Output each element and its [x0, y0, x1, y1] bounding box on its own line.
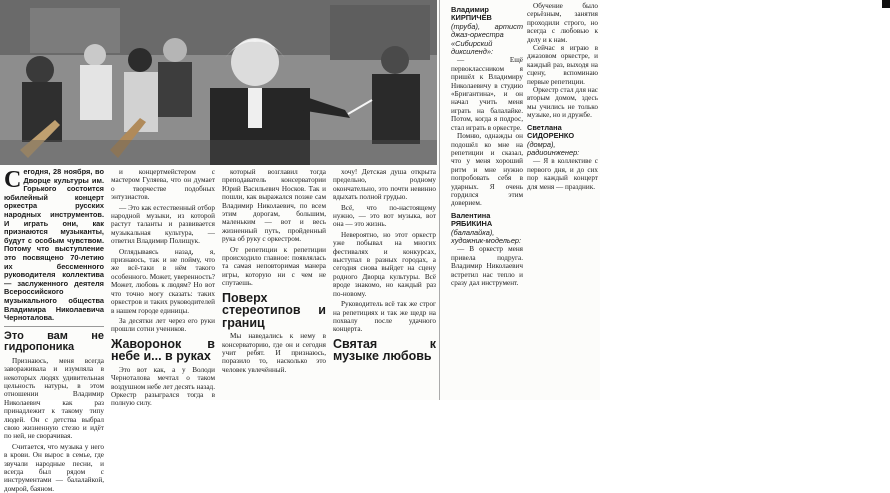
quote-paragraph: Обучение было серьёзным, занятия проходили строго, но всегда с любовью к делу и к нам.	[527, 2, 598, 44]
body-paragraph: Невероятно, но этот оркестр уже побывал на многих фестивалях и конкурсах, выступал в разных городах, а сегодня снова выйдет на сцену родного Дворца культуры. Всё вроде знакомо, но каждый раз по-новому.	[333, 230, 436, 298]
quote-author-name: Валентина РЯБИКИНА	[451, 210, 493, 229]
quote-paragraph: — Я в коллективе с первого дня, и до сих пор каждый концерт для меня — праздник.	[527, 157, 598, 191]
body-paragraph: Оглядываясь назад, я, признаюсь, так и не пойму, что же всё-таки в нём такого особенного. Может, уверенность? Может, любовь к людям? Но вот что точно могу сказать: таких оркестров и таких руководителей в нашем городе единицы.	[111, 247, 215, 315]
body-paragraph: Мы наведались к нему в консерваторию, где он и сегодня учит ребят. И признаюсь, поразило то, насколько это человек увлечённый.	[222, 332, 326, 374]
section-heading-2: Жаворонок в небе и... в руках	[111, 336, 215, 364]
quote-author-name: Владимир КИРПИЧЁВ	[451, 5, 492, 23]
body-paragraph: Считается, что музыка у него в крови. Он вырос в семье, где звучали народные песни, и всегда был рядом с инструментами — балалайкой, домрой, баяном.	[4, 442, 104, 493]
orchestra-photo	[0, 0, 437, 165]
sidebar-column-b	[527, 2, 598, 398]
quote-marker-icon	[882, 0, 890, 8]
body-paragraph: — Это как естественный отбор народной музыки, из которой растут таланты и развивается музыкальная культура, — ответил Владимир Полищук.	[111, 203, 215, 246]
quote-signature-1	[451, 6, 523, 56]
column-divider	[439, 0, 440, 400]
body-paragraph: От репетиции к репетиции происходило главное: появлялась та самая неповторимая манера игры, которую ни с чем не спутаешь.	[222, 245, 326, 288]
body-paragraph: За десятки лет через его руки прошли сотни учеников.	[111, 316, 215, 334]
section-heading-4: Святая к музыке любовь	[333, 336, 436, 364]
quote-signature-3	[527, 124, 598, 158]
body-paragraph: Признаюсь, меня всегда завораживала и изумляла в некоторых людях удивительная цельность натуры, в этом отношении Владимир Николаевич как раз принадлежит к такому типу людей. Он с детства выбрал свою жизненную стезю и идёт по ней, не сворачивая.	[4, 356, 104, 441]
body-paragraph: который возглавил тогда преподаватель консерватории Юрий Васильевич Носков. Так и пошли, как выражался позже сам Владимир Николаевич, по всем этим дорогам, большим, маленьким — вот и весь жизненный путь, пройденный рука об руку с оркестром.	[222, 168, 326, 244]
quote-paragraph: Сейчас я играю в джазовом оркестре, и каждый раз, выходя на сцену, вспоминаю первые репетиции.	[527, 44, 598, 86]
photo-illustration	[0, 0, 437, 165]
quote-paragraph: Помню, однажды он подошёл ко мне на репетиции и сказал, что у меня хороший ритм и мне нужно попробовать себя в ударных. Я очень гордился этим доверием.	[451, 132, 523, 208]
column-2	[111, 168, 215, 408]
quote-paragraph: — В оркестр меня привела подруга. Владимир Николаевич встретил нас тепло и сразу дал инструмент.	[451, 245, 523, 287]
section-heading-1: Это вам не гидропоника	[4, 329, 104, 354]
quote-paragraph: Оркестр стал для нас вторым домом, здесь мы учились не только музыке, но и дружбе.	[527, 86, 598, 120]
body-paragraph: и концертмейстером с мастером Гуляева, что он думает о творчестве подобных энтузиастов.	[111, 168, 215, 202]
quote-paragraph: — Ещё первоклассником я пришёл к Владимиру Николаевичу в студию «Бригантина», и он начал учить меня играть на балалайке. Потом, когда я подрос, стал играть в оркестре.	[451, 56, 523, 132]
body-paragraph: Руководитель всё так же строг на репетициях и так же щедр на похвалу после удачного концерта.	[333, 300, 436, 334]
quote-signature-2	[451, 212, 523, 246]
quote-author-role: (труба), артист джаз-оркестра «Сибирский диксиленд»:	[451, 21, 523, 57]
body-paragraph: Это вот как, а у Володи Черноталова мечтал о таком воздушном небе лет десять назад. Оркестр разыгрался тогда в полную силу.	[111, 365, 215, 408]
quotes-sidebar	[441, 0, 600, 400]
quote-author-name: Светлана СИДОРЕНКО	[527, 122, 575, 141]
column-3	[222, 168, 326, 396]
drop-cap: С	[4, 167, 22, 193]
body-paragraph: Всё, что по-настоящему нужно, — это вот музыка, вот она — это жизнь.	[333, 203, 436, 229]
lead-text: егодня, 28 ноября, во Дворце культуры им. Горького состоится юбилейный концерт оркестра русских народных инструментов. И играть они, как признаются музыканты, будут с особым чувством. Потому что выступление это посвящено 70-летию их бессменного руководителя коллектива — заслуженного деятеля Всероссийского музыкального общества Владимира Николаевича Черноталова.	[4, 167, 104, 323]
quote-author-role: (домра), радиоинженер:	[527, 139, 580, 157]
sidebar-column-a	[451, 2, 523, 398]
column-1	[4, 167, 104, 493]
lead-paragraph	[4, 168, 104, 323]
column-4	[333, 168, 436, 396]
divider	[4, 326, 104, 327]
quote-author-role: (балалайка), художник-модельер:	[451, 227, 522, 245]
body-paragraph: хочу! Детская душа открыта предельно, родному окончательно, это почти невинно вдыхать полной грудью.	[333, 168, 436, 202]
section-heading-3: Поверх стереотипов и границ	[222, 290, 326, 330]
